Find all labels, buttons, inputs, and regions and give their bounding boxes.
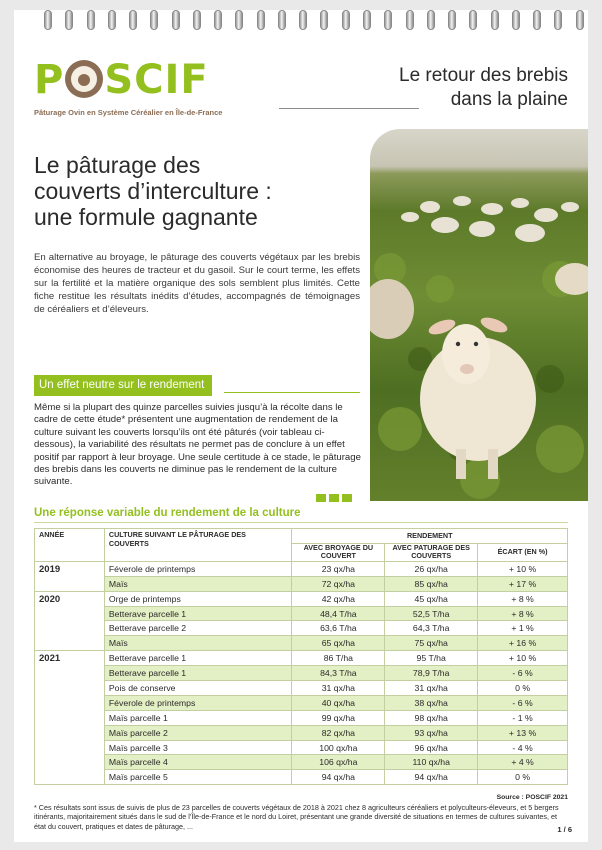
spiral-ring-icon [257,10,265,30]
cell-ecart: + 10 % [478,561,568,576]
cell-broyage: 82 qx/ha [292,725,385,740]
table-row [35,606,568,621]
header-ecart: ÉCART (EN %) [478,543,568,561]
cell-paturage: 52,5 T/ha [385,606,478,621]
spiral-ring-icon [554,10,562,30]
table-row [35,591,568,606]
cell-crop: Féverole de printemps [104,695,292,710]
cell-broyage: 100 qx/ha [292,740,385,755]
cell-paturage: 31 qx/ha [385,681,478,696]
header-paturage: AVEC PATURAGE DES COUVERTS [385,543,478,561]
continue-dots-icon [316,494,352,502]
cell-paturage: 85 qx/ha [385,576,478,591]
spiral-ring-icon [193,10,201,30]
cell-ecart: + 4 % [478,755,568,770]
spiral-ring-icon [65,10,73,30]
cell-broyage: 65 qx/ha [292,636,385,651]
table-row [35,651,568,666]
header-crop: CULTURE SUIVANT LE PÂTURAGE DES COUVERTS [104,529,292,562]
cell-paturage: 38 qx/ha [385,695,478,710]
cell-broyage: 40 qx/ha [292,695,385,710]
series-title-line1: Le retour des brebis [399,65,568,86]
cell-ecart: + 17 % [478,576,568,591]
cell-crop: Maïs parcelle 3 [104,740,292,755]
table-row [35,621,568,636]
table-row [35,740,568,755]
spiral-ring-icon [491,10,499,30]
table-row [35,681,568,696]
spiral-ring-icon [235,10,243,30]
cell-paturage: 110 qx/ha [385,755,478,770]
table-row [35,725,568,740]
cell-crop: Maïs parcelle 1 [104,710,292,725]
table-row [35,770,568,785]
series-title-line2: dans la plaine [450,89,568,110]
cell-ecart: + 1 % [478,621,568,636]
cell-broyage: 63,6 T/ha [292,621,385,636]
cell-crop: Maïs parcelle 5 [104,770,292,785]
cell-crop: Orge de printemps [104,591,292,606]
table-source: Source : POSCIF 2021 [496,794,568,801]
cell-paturage: 98 qx/ha [385,710,478,725]
cell-ecart: + 13 % [478,725,568,740]
header-rendement: RENDEMENT [292,529,568,544]
spiral-ring-icon [533,10,541,30]
cell-broyage: 23 qx/ha [292,561,385,576]
spiral-ring-icon [44,10,52,30]
spiral-binding [44,10,584,32]
cell-crop: Betterave parcelle 1 [104,651,292,666]
cell-paturage: 94 qx/ha [385,770,478,785]
spiral-ring-icon [320,10,328,30]
cell-crop: Maïs [104,576,292,591]
header-year: ANNÉE [35,529,105,562]
table-title: Une réponse variable du rendement de la culture [34,507,301,519]
spiral-ring-icon [363,10,371,30]
cell-ecart: 0 % [478,770,568,785]
spiral-ring-icon [129,10,137,30]
cell-ecart: - 6 % [478,695,568,710]
cell-broyage: 72 qx/ha [292,576,385,591]
cell-paturage: 26 qx/ha [385,561,478,576]
cell-ecart: - 1 % [478,710,568,725]
cell-paturage: 75 qx/ha [385,636,478,651]
table-row [35,695,568,710]
spiral-ring-icon [214,10,222,30]
spiral-ring-icon [427,10,435,30]
cell-ecart: - 4 % [478,740,568,755]
table-title-divider [34,522,568,523]
table-row [35,710,568,725]
header-broyage: AVEC BROYAGE DU COUVERT [292,543,385,561]
cell-paturage: 78,9 T/ha [385,666,478,681]
spiral-ring-icon [87,10,95,30]
cell-ecart: + 10 % [478,651,568,666]
cell-year: 2020 [35,591,105,651]
article-title: Le pâturage des couverts d’interculture : une formule gagnante [34,152,272,230]
header-divider [279,108,419,109]
sheep-photo [370,129,588,501]
table-row [35,636,568,651]
cell-crop: Betterave parcelle 1 [104,606,292,621]
page-number: 1 / 6 [557,825,572,834]
cell-broyage: 48,4 T/ha [292,606,385,621]
cell-crop: Maïs parcelle 4 [104,755,292,770]
cell-ecart: + 8 % [478,606,568,621]
poscif-logo [34,58,249,120]
cell-year: 2019 [35,561,105,591]
cell-paturage: 64,3 T/ha [385,621,478,636]
yield-table [34,528,568,785]
cell-paturage: 45 qx/ha [385,591,478,606]
section-divider [224,392,360,393]
article-intro: En alternative au broyage, le pâturage des couverts végétaux par les brebis économise des heures de tracteur et du gasoil. Sur le court terme, les effets sur la fertilité et la matière organique des sols semblent plus limités. Cette fiche restitue les résultats inédits d’études, accompagnés de témoignages de céréaliers et d’éleveurs. [34,252,360,315]
table-row [35,561,568,576]
spiral-ring-icon [384,10,392,30]
logo-wordmark: P SCIF [34,57,209,103]
cell-broyage: 106 qx/ha [292,755,385,770]
cell-year: 2021 [35,651,105,785]
cell-broyage: 42 qx/ha [292,591,385,606]
spiral-ring-icon [299,10,307,30]
cell-paturage: 95 T/ha [385,651,478,666]
series-title [399,64,568,112]
cell-crop: Maïs [104,636,292,651]
cell-crop: Betterave parcelle 1 [104,666,292,681]
spiral-ring-icon [406,10,414,30]
sheep-icon [65,60,103,98]
cell-paturage: 93 qx/ha [385,725,478,740]
table-row [35,576,568,591]
cell-ecart: - 6 % [478,666,568,681]
spiral-ring-icon [512,10,520,30]
cell-crop: Betterave parcelle 2 [104,621,292,636]
cell-broyage: 31 qx/ha [292,681,385,696]
section-heading: Un effet neutre sur le rendement [34,375,212,396]
spiral-ring-icon [448,10,456,30]
brochure-page [14,10,588,842]
sheep-illustration [370,129,588,501]
logo-subtitle: Pâturage Ovin en Système Céréalier en Île-de-France [34,108,223,117]
cell-broyage: 86 T/ha [292,651,385,666]
cell-crop: Féverole de printemps [104,561,292,576]
cell-crop: Pois de conserve [104,681,292,696]
spiral-ring-icon [172,10,180,30]
cell-ecart: + 16 % [478,636,568,651]
cell-crop: Maïs parcelle 2 [104,725,292,740]
spiral-ring-icon [342,10,350,30]
spiral-ring-icon [108,10,116,30]
cell-broyage: 99 qx/ha [292,710,385,725]
cell-broyage: 94 qx/ha [292,770,385,785]
footnote: * Ces résultats sont issus de suivis de plus de 23 parcelles de couverts végétaux de 2018 à 2021 chez 8 agriculteurs céréaliers et polyculteurs-éleveurs, et 5 bergers itinérants, majoritairement situés dans le sud de l’Île-de-France et le nord du Loiret, présentant une grande diversité de situations en termes de cultures suivantes, et état du couvert, pratiques et dates de pâturage, ... [34,803,559,831]
section-body: Même si la plupart des quinze parcelles suivies jusqu’à la récolte dans le cadre de cette étude* présentent une augmentation de rendement de la culture suivant les couverts lorsqu’ils ont été pâturés (voir tableau ci-dessous), la variabilité des résultats ne permet pas de conclure à un effet positif par rapport à leur broyage. Une seule certitude à ce stade, le pâturage des brebis dans les couverts ne diminue pas le rendement de la culture suivante. [34,402,361,488]
cell-broyage: 84,3 T/ha [292,666,385,681]
table-body [35,561,568,784]
table-row [35,755,568,770]
cell-ecart: 0 % [478,681,568,696]
spiral-ring-icon [576,10,584,30]
cell-paturage: 96 qx/ha [385,740,478,755]
spiral-ring-icon [278,10,286,30]
table-row [35,666,568,681]
spiral-ring-icon [469,10,477,30]
cell-ecart: + 8 % [478,591,568,606]
spiral-ring-icon [150,10,158,30]
